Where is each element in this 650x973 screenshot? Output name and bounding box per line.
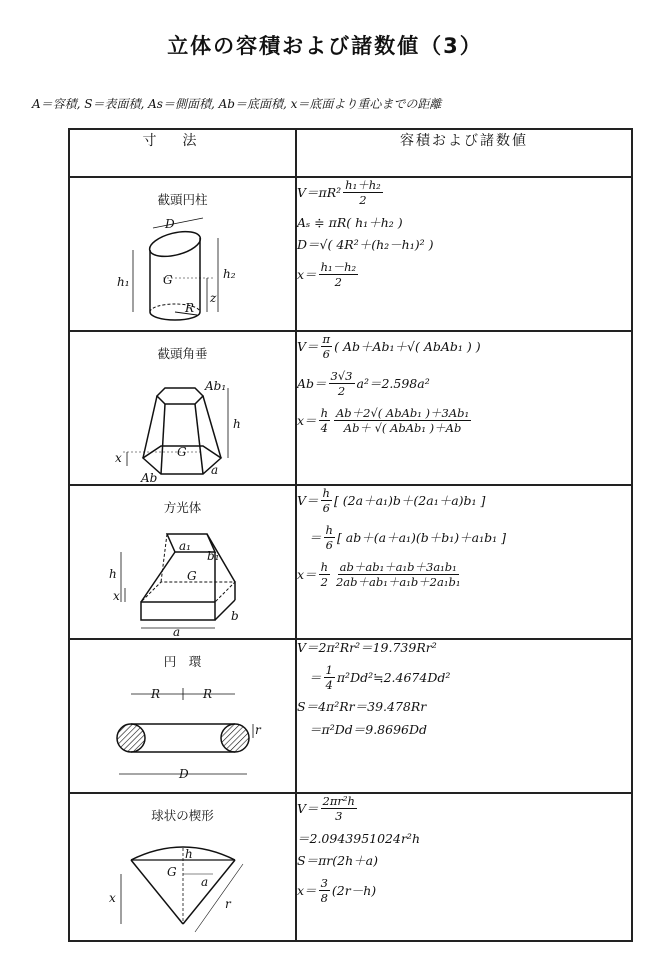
solid-name: 截頭円柱 bbox=[157, 192, 208, 207]
solid-name: 截頭角垂 bbox=[157, 346, 208, 361]
table-row bbox=[69, 485, 632, 639]
formula-line: S＝4π²Rr＝39.478Rr bbox=[297, 699, 427, 715]
header-values: 容積および諸数値 bbox=[296, 129, 632, 177]
figure-cell bbox=[69, 485, 296, 639]
formula-line: V＝πR² $\frac{\text{h₁＋h₂}}{2}$ bbox=[297, 178, 381, 208]
label-z: z bbox=[209, 291, 216, 305]
page-title: 立体の容積および諸数値（3） bbox=[167, 34, 483, 58]
label-h1: h₁ bbox=[116, 275, 130, 289]
label-G: G bbox=[176, 445, 187, 459]
formula-line: ＝π²Dd＝9.8696Dd bbox=[309, 722, 428, 737]
label-a: a bbox=[200, 875, 208, 889]
formula-line: S＝πr(2h＋a) bbox=[297, 853, 378, 869]
solid-name: 円 環 bbox=[163, 654, 202, 669]
label-G: G bbox=[186, 569, 197, 583]
formula-cell bbox=[296, 485, 632, 639]
torus-diagram bbox=[103, 674, 263, 792]
table-row bbox=[69, 177, 632, 331]
label-r: r bbox=[224, 897, 231, 911]
label-b: b bbox=[230, 609, 239, 623]
label-h2: h₂ bbox=[222, 267, 236, 281]
label-h: h bbox=[184, 847, 193, 861]
table-header bbox=[69, 129, 632, 177]
figure-cell bbox=[69, 177, 296, 331]
formula-line: Ab＝ $\frac{3√3}{2}$ a²＝2.598a² bbox=[297, 368, 430, 399]
label-G: G bbox=[166, 865, 177, 879]
formula-line: D＝√( 4R²＋(h₂－h₁)² ) bbox=[297, 237, 434, 253]
formula-line: x＝ $\frac{3}{8}$ (2r－h) bbox=[297, 876, 377, 906]
label-Ab: Ab bbox=[140, 471, 157, 484]
label-Ab1: Ab₁ bbox=[204, 379, 226, 393]
formula-line: V＝ $\frac{\text{2πr²h}}{3}$ bbox=[297, 794, 355, 824]
formula-line: ＝2.0943951024r²h bbox=[297, 830, 420, 846]
header-dimensions: 寸法 bbox=[69, 129, 296, 177]
label-D: D bbox=[164, 217, 175, 231]
formula-line: V＝ $\frac{h}{6}$ [ (2a＋a₁)b＋(2a₁＋a)b₁ ] bbox=[297, 486, 486, 516]
label-a: a bbox=[172, 625, 180, 638]
formula-cell bbox=[296, 793, 632, 941]
formula-table bbox=[68, 128, 633, 942]
truncated-cylinder-diagram bbox=[103, 212, 263, 330]
label-D: D bbox=[178, 767, 189, 781]
formula-cell bbox=[296, 331, 632, 485]
label-x: x bbox=[112, 589, 120, 603]
spherical-wedge-diagram bbox=[103, 828, 263, 940]
table-row bbox=[69, 793, 632, 941]
label-R: R bbox=[184, 301, 194, 315]
truncated-pyramid-diagram bbox=[103, 366, 263, 484]
label-a1: a₁ bbox=[178, 539, 191, 553]
label-x: x bbox=[108, 891, 116, 905]
solid-name: 方光体 bbox=[163, 500, 202, 515]
figure-cell bbox=[69, 639, 296, 793]
label-r: r bbox=[254, 723, 261, 737]
formula-line: ＝ $\frac{1}{4}$ π²Dd²≒2.4674Dd² bbox=[309, 662, 451, 692]
formula-line: x＝ $\frac{h}{2}$ $\frac{\text{ab＋ab₁＋a₁b＋3a₁b₁}}{\text{2ab＋ab₁＋a₁b＋2a₁b₁}}$ bbox=[297, 559, 461, 589]
formula-line: Aₛ ≑ πR( h₁＋h₂ ) bbox=[297, 214, 403, 230]
label-h: h bbox=[232, 417, 241, 431]
table-row bbox=[69, 331, 632, 485]
figure-cell bbox=[69, 331, 296, 485]
label-h: h bbox=[108, 567, 117, 581]
formula-line: V＝2π²Rr²＝19.739Rr² bbox=[297, 640, 437, 655]
formula-line: ＝ $\frac{h}{6}$ [ ab＋(a＋a₁)(b＋b₁)＋a₁b₁ ] bbox=[309, 522, 507, 553]
wedge-frustum-diagram bbox=[103, 520, 263, 638]
formula-cell bbox=[296, 177, 632, 331]
formula-line: x＝ $\frac{h}{4}$ $\frac{\text{Ab＋2√( AbAb₁ )＋3Ab₁}}{\text{Ab＋ √( AbAb₁ )＋Ab}}$ bbox=[297, 405, 470, 435]
formula-cell bbox=[296, 639, 632, 793]
label-R-left: R bbox=[150, 687, 160, 701]
label-x: x bbox=[114, 451, 122, 465]
solid-name: 球状の楔形 bbox=[151, 808, 214, 823]
table-row bbox=[69, 639, 632, 793]
figure-cell bbox=[69, 793, 296, 941]
label-R-right: R bbox=[202, 687, 212, 701]
formula-line: x＝ $\frac{\text{h₁－h₂}}{2}$ bbox=[297, 260, 357, 290]
label-b1: b₁ bbox=[206, 549, 219, 563]
label-a: a bbox=[210, 463, 218, 477]
formula-line: V＝ $\frac{\pi}{6}$ ( Ab＋Ab₁＋√( AbAb₁ ) ) bbox=[297, 332, 481, 362]
symbol-legend: A＝容積, S＝表面積, As＝側面積, Ab＝底面積, x＝底面より重心までの距離 bbox=[32, 97, 442, 111]
label-G: G bbox=[162, 273, 173, 287]
